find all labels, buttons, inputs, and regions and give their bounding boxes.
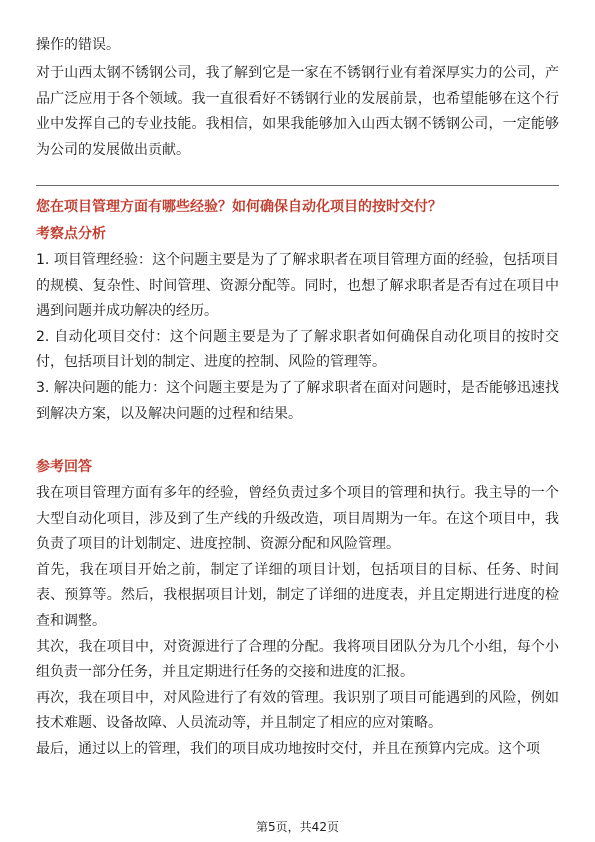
analysis-item: 2. 自动化项目交付：这个问题主要是为了了解求职者如何确保自动化项目的按时交付，包括项目计划的制定、进度的控制、风险的管理等。 — [36, 328, 559, 371]
intro-main-paragraph: 对于山西太钢不锈钢公司，我了解到它是一家在不锈钢行业有着深厚实力的公司，产品广泛应用于各个领域。我一直很看好不锈钢行业的发展前景，也希望能够在这个行业中发挥自己的专业技能。我相信，如果我能够加入山西太钢不锈钢公司，一定能够为公司的发展做出贡献。 — [36, 65, 559, 158]
answer-paragraph: 其次，我在项目中，对资源进行了合理的分配。我将项目团队分为几个小组，每个小组负责一部分任务，并且定期进行任务的交接和进度的汇报。 — [36, 638, 559, 681]
answer-paragraph: 我在项目管理方面有多年的经验，曾经负责过多个项目的管理和执行。我主导的一个大型自动化项目，涉及到了生产线的升级改造，项目周期为一年。在这个项目中，我负责了项目的计划制定、进度控制、资源分配和风险管理。 — [36, 485, 559, 553]
answer-heading: 参考回答 — [36, 459, 92, 475]
answer-paragraph: 再次，我在项目中，对风险进行了有效的管理。我识别了项目可能遇到的风险，例如技术难题、设备故障、人员流动等，并且制定了相应的应对策略。 — [36, 689, 559, 732]
answer-body — [36, 481, 559, 763]
section-divider — [36, 185, 559, 186]
page-number-footer: 第5页，共42页 — [256, 820, 339, 834]
question-heading: 您在项目管理方面有哪些经验？如何确保自动化项目的按时交付？ — [36, 199, 442, 215]
answer-paragraph: 首先，我在项目开始之前，制定了详细的项目计划，包括项目的目标、任务、时间表、预算等。然后，我根据项目计划，制定了详细的进度表，并且定期进行进度的检查和调整。 — [36, 561, 559, 629]
intro-tail-paragraph: 操作的错误。 — [36, 37, 120, 53]
analysis-heading: 考察点分析 — [36, 226, 106, 242]
analysis-item: 3. 解决问题的能力：这个问题主要是为了了解求职者在面对问题时，是否能够迅速找到解决方案，以及解决问题的过程和结果。 — [36, 379, 559, 422]
answer-paragraph: 最后，通过以上的管理，我们的项目成功地按时交付，并且在预算内完成。这个项 — [36, 740, 540, 757]
analysis-list — [36, 248, 559, 427]
analysis-item: 1. 项目管理经验：这个问题主要是为了了解求职者在项目管理方面的经验，包括项目的规模、复杂性、时间管理、资源分配等。同时，也想了解求职者是否有过在项目中遇到问题并成功解决的经历。 — [36, 252, 559, 320]
